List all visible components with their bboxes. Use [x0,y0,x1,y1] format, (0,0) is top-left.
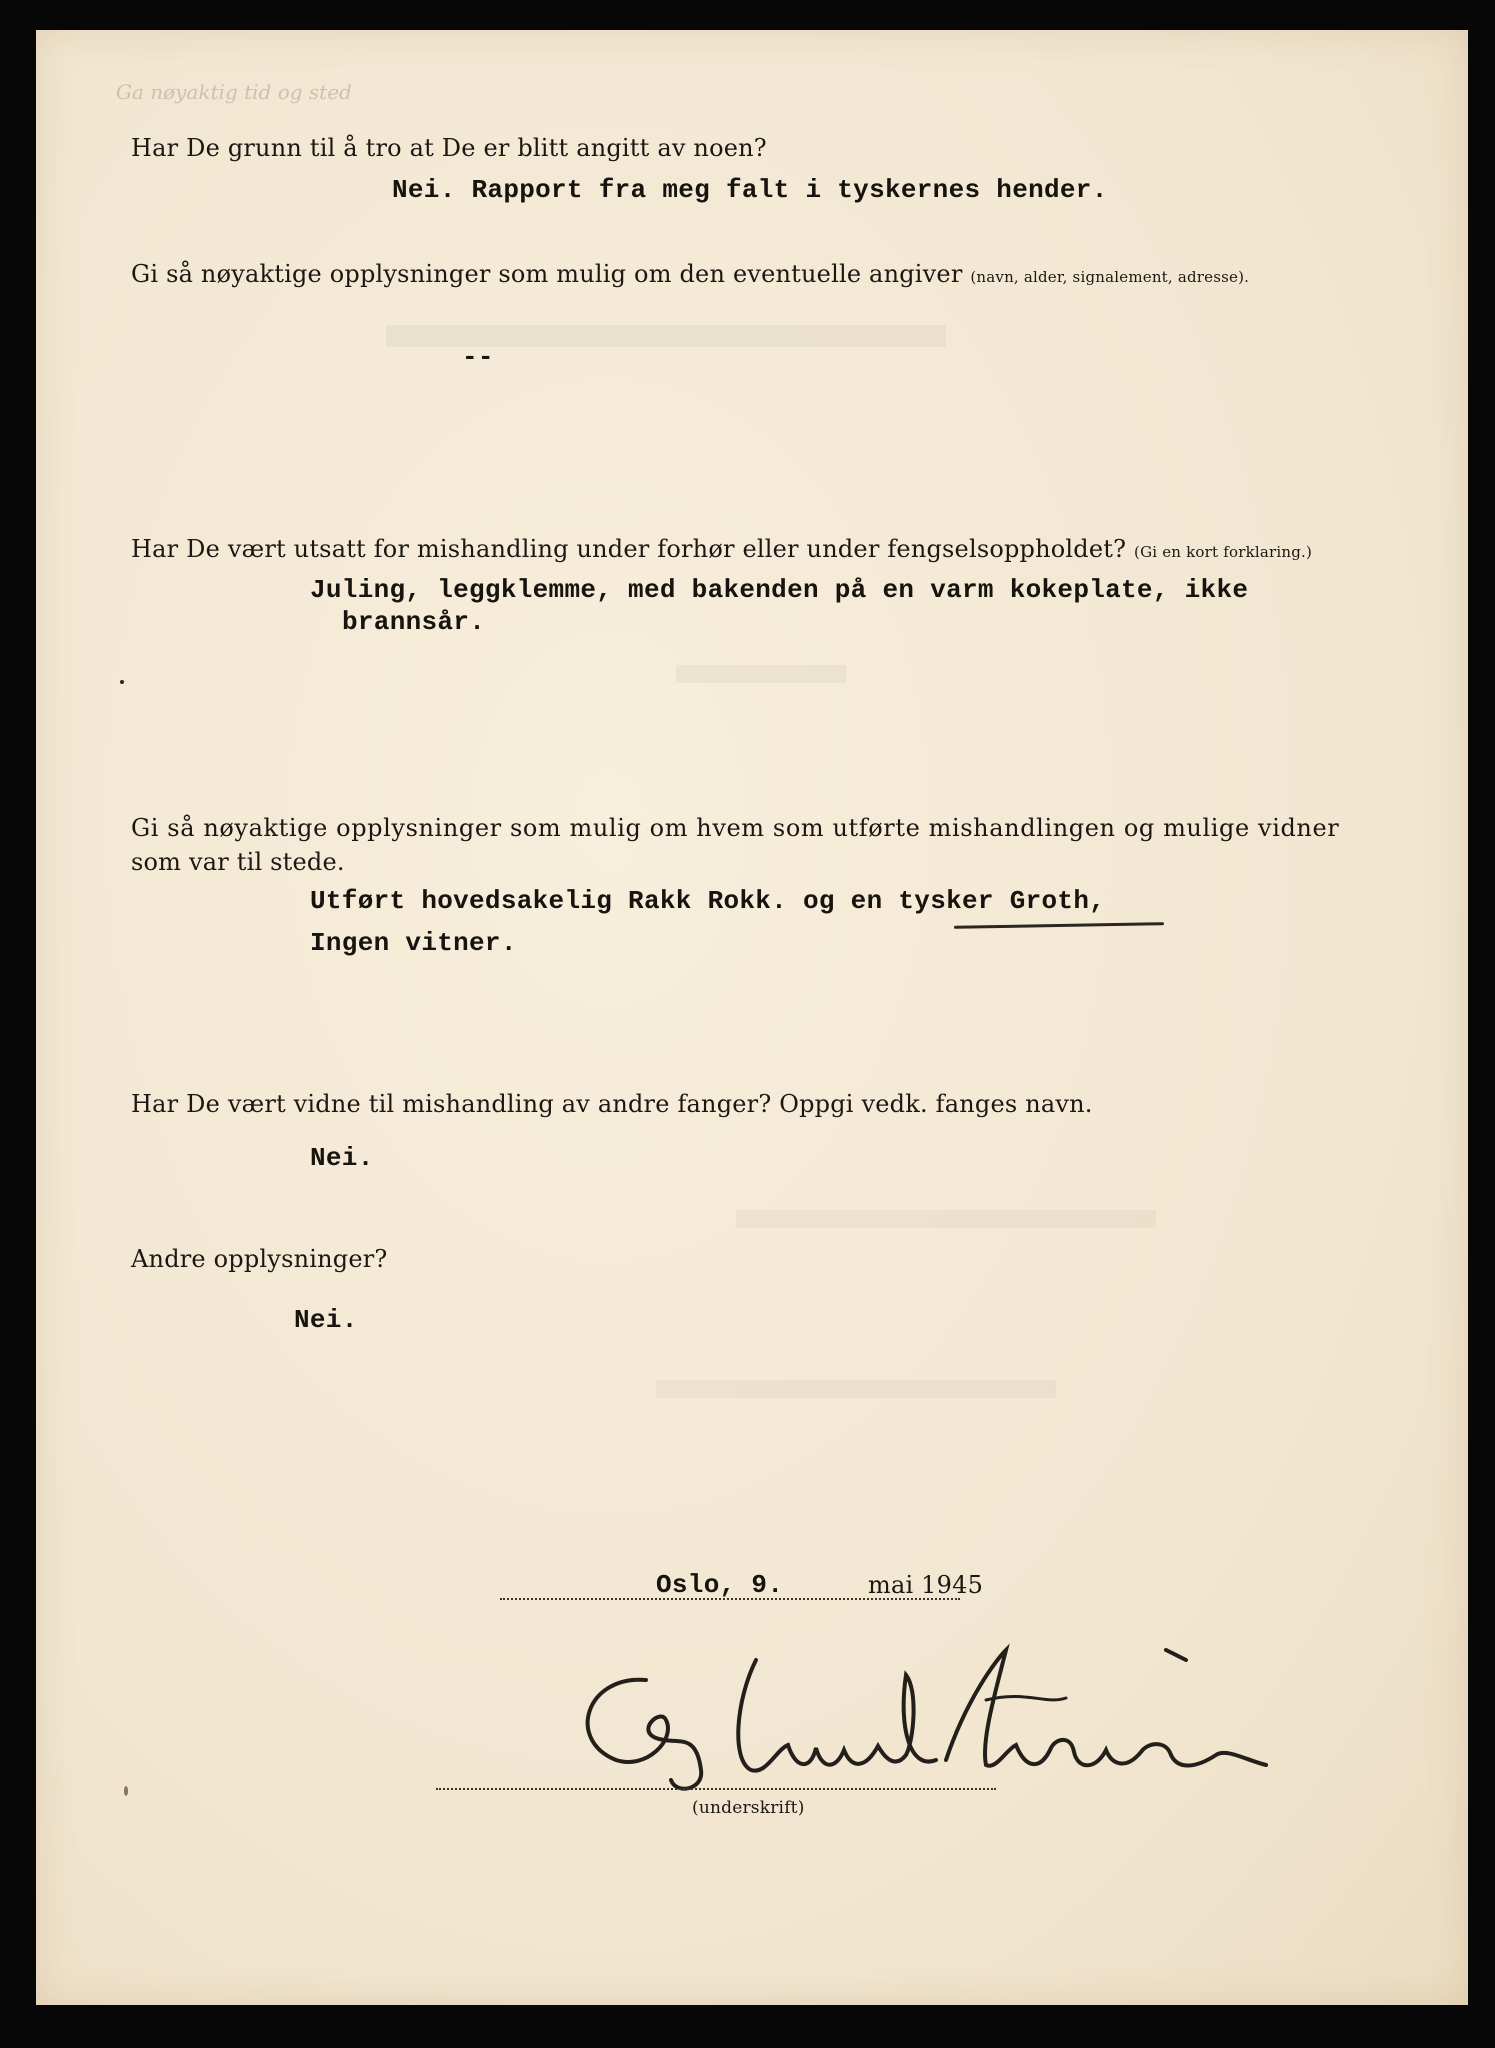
bleed-through-text [656,1380,1056,1398]
place-date-typed: Oslo, 9. [656,1570,784,1600]
pencil-note: Ga nøyaktig tid og sted [116,80,352,104]
paper-mark [120,680,124,684]
question-perpetrators-line1: Gi så nøyaktige opplysninger som mulig om hvem som utførte mishandlingen og mulige vidner [131,814,1340,842]
question-witness: Har De vært vidne til mishandling av andre fanger? Oppgi vedk. fanges navn. [131,1090,1093,1118]
signature-label: (underskrift) [692,1798,805,1818]
question-mistreatment-hint: (Gi en kort forklaring.) [1134,543,1313,561]
signature-drawing [526,1620,1326,1800]
question-informer-text: Gi så nøyaktige opplysninger som mulig om den eventuelle angiver [131,260,963,288]
answer-mistreatment-line1: Juling, leggklemme, med bakenden på en varm kokeplate, ikke [310,575,1249,605]
question-perpetrators-line2: som var til stede. [131,848,345,876]
document-page [36,30,1468,2005]
answer-perpetrators-line1: Utført hovedsakelig Rakk Rokk. og en tysker Groth, [310,886,1106,916]
paper-mark [124,1786,128,1796]
bleed-through-text [676,665,846,683]
answer-perpetrators-line2: Ingen vitner. [310,928,517,958]
question-other-info: Andre opplysninger? [131,1245,388,1273]
question-mistreatment [131,535,1312,563]
ink-underline [954,922,1164,929]
question-informer-hint: (navn, alder, signalement, adresse). [970,268,1250,286]
answer-mistreatment-line2: brannsår. [342,607,486,637]
question-denounced: Har De grunn til å tro at De er blitt angitt av noen? [131,134,767,162]
signature [526,1620,1326,1800]
answer-informer: -- [462,342,494,372]
month-year: mai 1945 [868,1571,984,1599]
answer-witness: Nei. [310,1143,374,1173]
bleed-through-text [736,1210,1156,1228]
question-informer [131,260,1249,288]
question-mistreatment-text: Har De vært utsatt for mishandling under forhør eller under fengselsoppholdet? [131,535,1127,563]
signature-dotted-line [436,1788,996,1790]
answer-other-info: Nei. [294,1305,358,1335]
answer-denounced: Nei. Rapport fra meg falt i tyskernes hender. [392,175,1108,205]
